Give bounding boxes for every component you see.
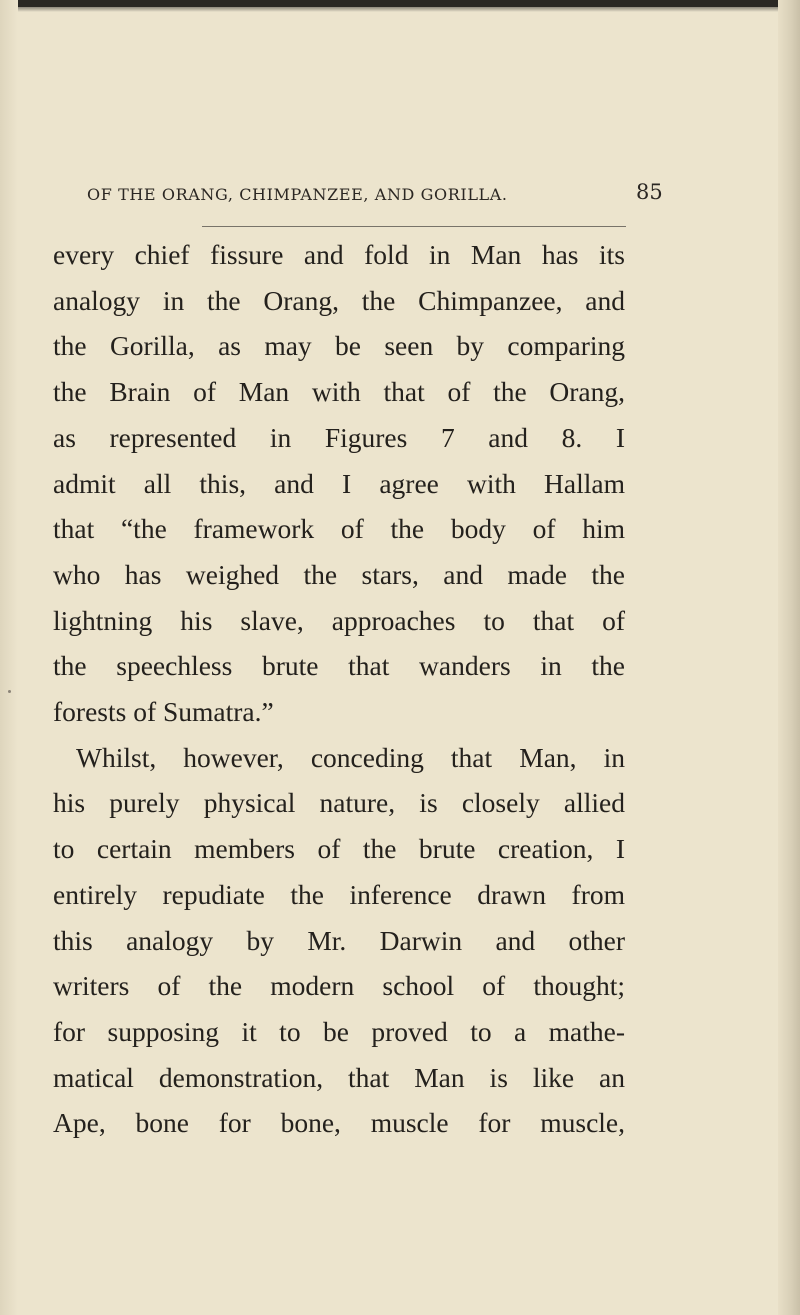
page-right-edge xyxy=(778,0,800,1315)
page-top-shadow xyxy=(0,7,800,12)
text-line: forests of Sumatra.” xyxy=(53,696,274,728)
page-left-shadow xyxy=(0,0,18,1315)
header-rule xyxy=(202,226,626,227)
text-line: every chief fissure and fold in Man has its xyxy=(53,239,625,270)
text-line: his purely physical nature, is closely allied xyxy=(53,787,625,819)
page-top-edge xyxy=(0,0,800,7)
text-line: that “the framework of the body of him xyxy=(53,513,625,545)
running-head xyxy=(87,180,687,214)
page-number: 85 xyxy=(636,180,663,204)
text-line: admit all this, and I agree with Hallam xyxy=(53,467,625,499)
text-line: Whilst, however, conceding that Man, in xyxy=(76,741,625,773)
text-line: writers of the modern school of thought; xyxy=(53,970,625,1002)
running-title: OF THE ORANG, CHIMPANZEE, AND GORILLA. xyxy=(87,185,508,204)
text-line: Ape, bone for bone, muscle for muscle, xyxy=(53,1107,625,1139)
text-line: matical demonstration, that Man is like an xyxy=(53,1061,625,1093)
text-line: to certain members of the brute creation, I xyxy=(53,833,625,865)
text-line: lightning his slave, approaches to that of xyxy=(53,604,625,636)
text-line: the speechless brute that wanders in the xyxy=(53,650,625,682)
margin-mark xyxy=(8,690,11,693)
text-line: who has weighed the stars, and made the xyxy=(53,558,625,590)
text-line: this analogy by Mr. Darwin and other xyxy=(53,924,625,956)
text-line: entirely repudiate the inference drawn from xyxy=(53,878,625,910)
text-line: analogy in the Orang, the Chimpanzee, and xyxy=(53,284,625,316)
text-line: the Gorilla, as may be seen by comparing xyxy=(53,330,625,362)
text-line: for supposing it to be proved to a mathe- xyxy=(53,1015,625,1047)
text-line: the Brain of Man with that of the Orang, xyxy=(53,376,625,408)
text-line: as represented in Figures 7 and 8. I xyxy=(53,421,625,453)
body-text xyxy=(53,232,625,1146)
